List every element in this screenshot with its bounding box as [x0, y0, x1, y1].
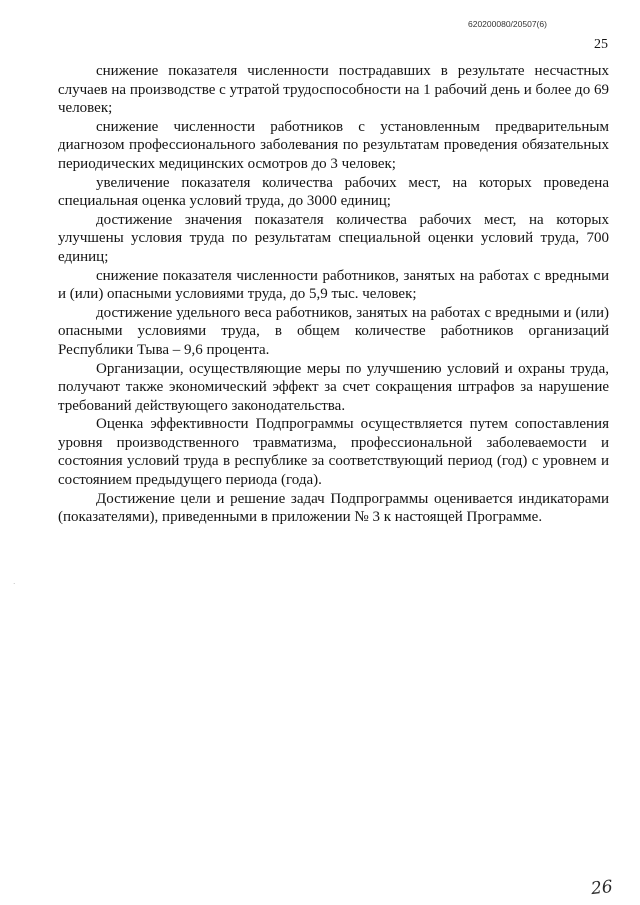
paragraph: Организации, осуществляющие меры по улучшению условий и охраны труда, получают также экономический эффект за счет сокращения штрафов за нарушение требований действующего законодательства. — [58, 360, 609, 414]
paragraph: увеличение показателя количества рабочих мест, на которых проведена специальная оценка условий труда, до 3000 единиц; — [58, 174, 609, 210]
paragraph: снижение численности работников с установленным предварительным диагнозом профессионального заболевания по результатам проведения обязательных периодических медицинских осмотров до 3 человек; — [58, 118, 609, 172]
margin-mark: · — [13, 580, 16, 588]
paragraph: Достижение цели и решение задач Подпрограммы оценивается индикаторами (показателями), приведенными в приложении № 3 к настоящей Программе. — [58, 490, 609, 526]
paragraph: снижение показателя численности пострадавших в результате несчастных случаев на производстве с утратой трудоспособности на 1 рабочий день и более до 69 человек; — [58, 63, 609, 117]
paragraph: достижение удельного веса работников, занятых на работах с вредными и (или) опасными условиями труда, в общем количестве работников организаций Республики Тыва – 9,6 процента. — [58, 304, 609, 358]
handwritten-page-number: 26 — [590, 876, 614, 900]
paragraph: снижение показателя численности работников, занятых на работах с вредными и (или) опасными условиями труда, до 5,9 тыс. человек; — [58, 267, 609, 303]
paragraph: достижение значения показателя количества рабочих мест, на которых улучшены условия труда по результатам специальной оценки условий труда, 700 единиц; — [58, 211, 609, 265]
document-code: 620200080/20507(6) — [468, 19, 547, 29]
document-body — [58, 62, 609, 527]
page-number: 25 — [594, 37, 608, 52]
paragraph: Оценка эффективности Подпрограммы осуществляется путем сопоставления уровня производственного травматизма, профессиональной заболеваемости и состояния условий труда в республике за соответствующий период (год) с уровнем и состоянием предыдущего периода (года). — [58, 416, 609, 489]
